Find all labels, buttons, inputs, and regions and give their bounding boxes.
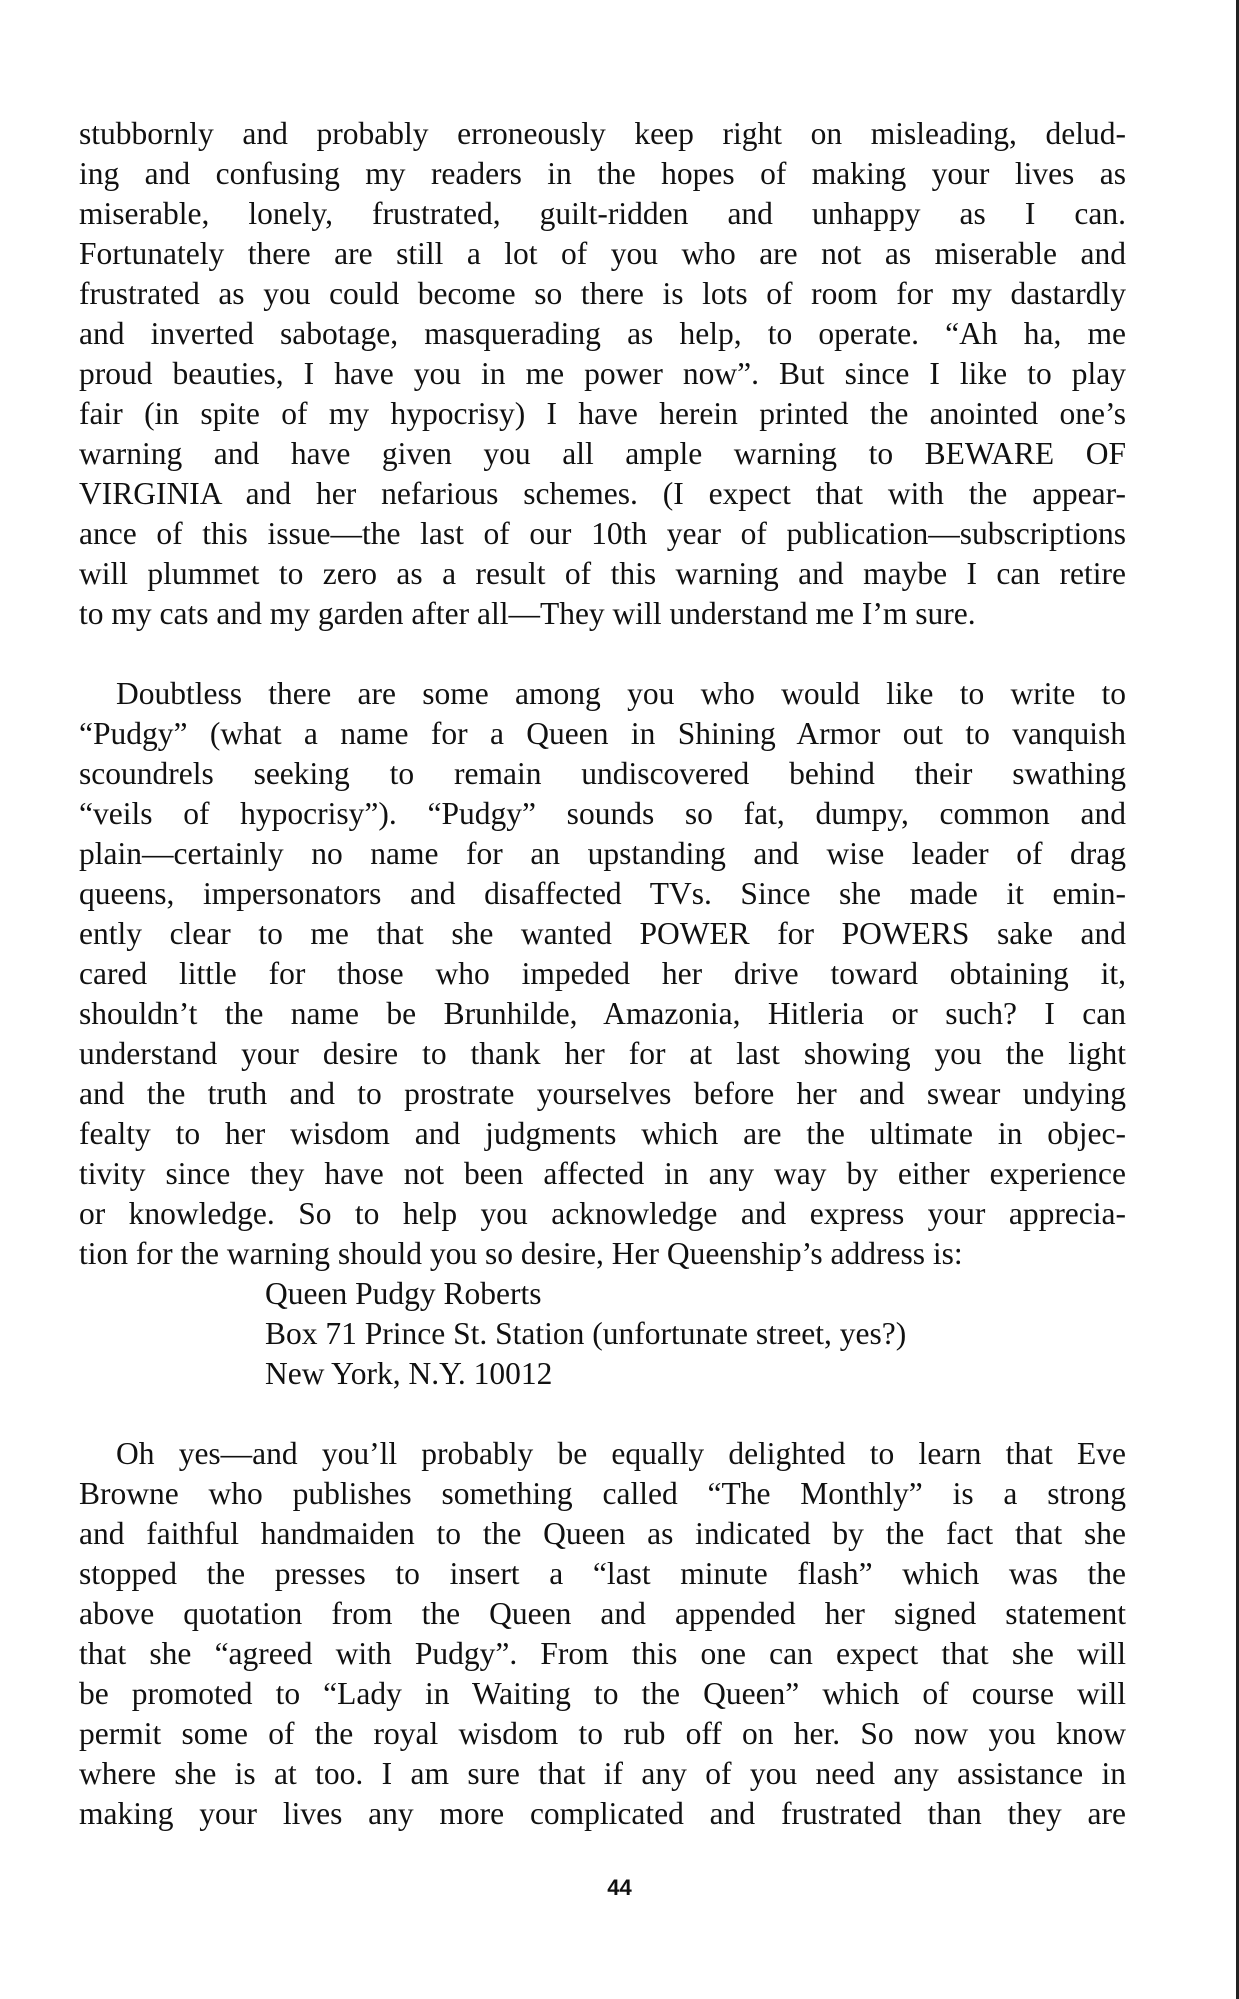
paragraph-3 — [79, 1434, 1126, 1834]
text-line: VIRGINIA and her nefarious schemes. (I expect that with the appear- — [79, 476, 1126, 511]
page-body — [79, 114, 1126, 1834]
text-line: “Pudgy” (what a name for a Queen in Shining Armor out to vanquish — [79, 716, 1126, 751]
text-line: and faithful handmaiden to the Queen as indicated by the fact that she — [79, 1516, 1126, 1551]
address-line: Box 71 Prince St. Station (unfortunate street, yes?) — [265, 1316, 907, 1351]
text-line: that she “agreed with Pudgy”. From this one can expect that she will — [79, 1636, 1126, 1671]
text-line: permit some of the royal wisdom to rub off on her. So now you know — [79, 1716, 1126, 1751]
text-line: and the truth and to prostrate yourselves before her and swear undying — [79, 1076, 1126, 1111]
text-line: ing and confusing my readers in the hopes of making your lives as — [79, 156, 1126, 191]
text-line: warning and have given you all ample warning to BEWARE OF — [79, 436, 1126, 471]
text-line: fealty to her wisdom and judgments which are the ultimate in objec- — [79, 1116, 1126, 1151]
text-line: Oh yes—and you’ll probably be equally delighted to learn that Eve — [116, 1436, 1126, 1471]
paragraph-gap — [79, 634, 1126, 674]
text-line: making your lives any more complicated and frustrated than they are — [79, 1796, 1126, 1831]
mailing-address — [79, 1274, 1126, 1394]
text-line: above quotation from the Queen and appended her signed statement — [79, 1596, 1126, 1631]
text-line: Browne who publishes something called “The Monthly” is a strong — [79, 1476, 1126, 1511]
paragraph-gap — [79, 1394, 1126, 1434]
text-line: to my cats and my garden after all—They will understand me I’m sure. — [79, 596, 976, 631]
text-line: Doubtless there are some among you who would like to write to — [116, 676, 1126, 711]
text-line: plain—certainly no name for an upstanding and wise leader of drag — [79, 836, 1126, 871]
text-line: and inverted sabotage, masquerading as help, to operate. “Ah ha, me — [79, 316, 1126, 351]
address-line: New York, N.Y. 10012 — [265, 1356, 553, 1391]
text-line: will plummet to zero as a result of this warning and maybe I can retire — [79, 556, 1126, 591]
text-line: queens, impersonators and disaffected TVs. Since she made it emin- — [79, 876, 1126, 911]
text-line: or knowledge. So to help you acknowledge and express your apprecia- — [79, 1196, 1126, 1231]
text-line: miserable, lonely, frustrated, guilt-ridden and unhappy as I can. — [79, 196, 1126, 231]
text-line: stubbornly and probably erroneously keep right on misleading, delud- — [79, 116, 1126, 151]
text-line: stopped the presses to insert a “last minute flash” which was the — [79, 1556, 1126, 1591]
text-line: scoundrels seeking to remain undiscovered behind their swathing — [79, 756, 1126, 791]
address-line: Queen Pudgy Roberts — [265, 1276, 542, 1311]
text-line: shouldn’t the name be Brunhilde, Amazonia, Hitleria or such? I can — [79, 996, 1126, 1031]
text-line: tion for the warning should you so desire, Her Queenship’s address is: — [79, 1236, 963, 1271]
text-line: “veils of hypocrisy”). “Pudgy” sounds so fat, dumpy, common and — [79, 796, 1126, 831]
text-line: understand your desire to thank her for at last showing you the light — [79, 1036, 1126, 1071]
paragraph-1 — [79, 114, 1126, 634]
text-line: where she is at too. I am sure that if any of you need any assistance in — [79, 1756, 1126, 1791]
paragraph-2 — [79, 674, 1126, 1274]
text-line: proud beauties, I have you in me power now”. But since I like to play — [79, 356, 1126, 391]
text-line: tivity since they have not been affected in any way by either experience — [79, 1156, 1126, 1191]
text-line: ently clear to me that she wanted POWER for POWERS sake and — [79, 916, 1126, 951]
text-line: Fortunately there are still a lot of you who are not as miserable and — [79, 236, 1126, 271]
text-line: fair (in spite of my hypocrisy) I have herein printed the anointed one’s — [79, 396, 1126, 431]
text-line: cared little for those who impeded her drive toward obtaining it, — [79, 956, 1126, 991]
text-line: frustrated as you could become so there is lots of room for my dastardly — [79, 276, 1126, 311]
page-number: 44 — [607, 1875, 632, 1900]
text-line: ance of this issue—the last of our 10th year of publication—subscriptions — [79, 516, 1126, 551]
text-line: be promoted to “Lady in Waiting to the Queen” which of course will — [79, 1676, 1126, 1711]
